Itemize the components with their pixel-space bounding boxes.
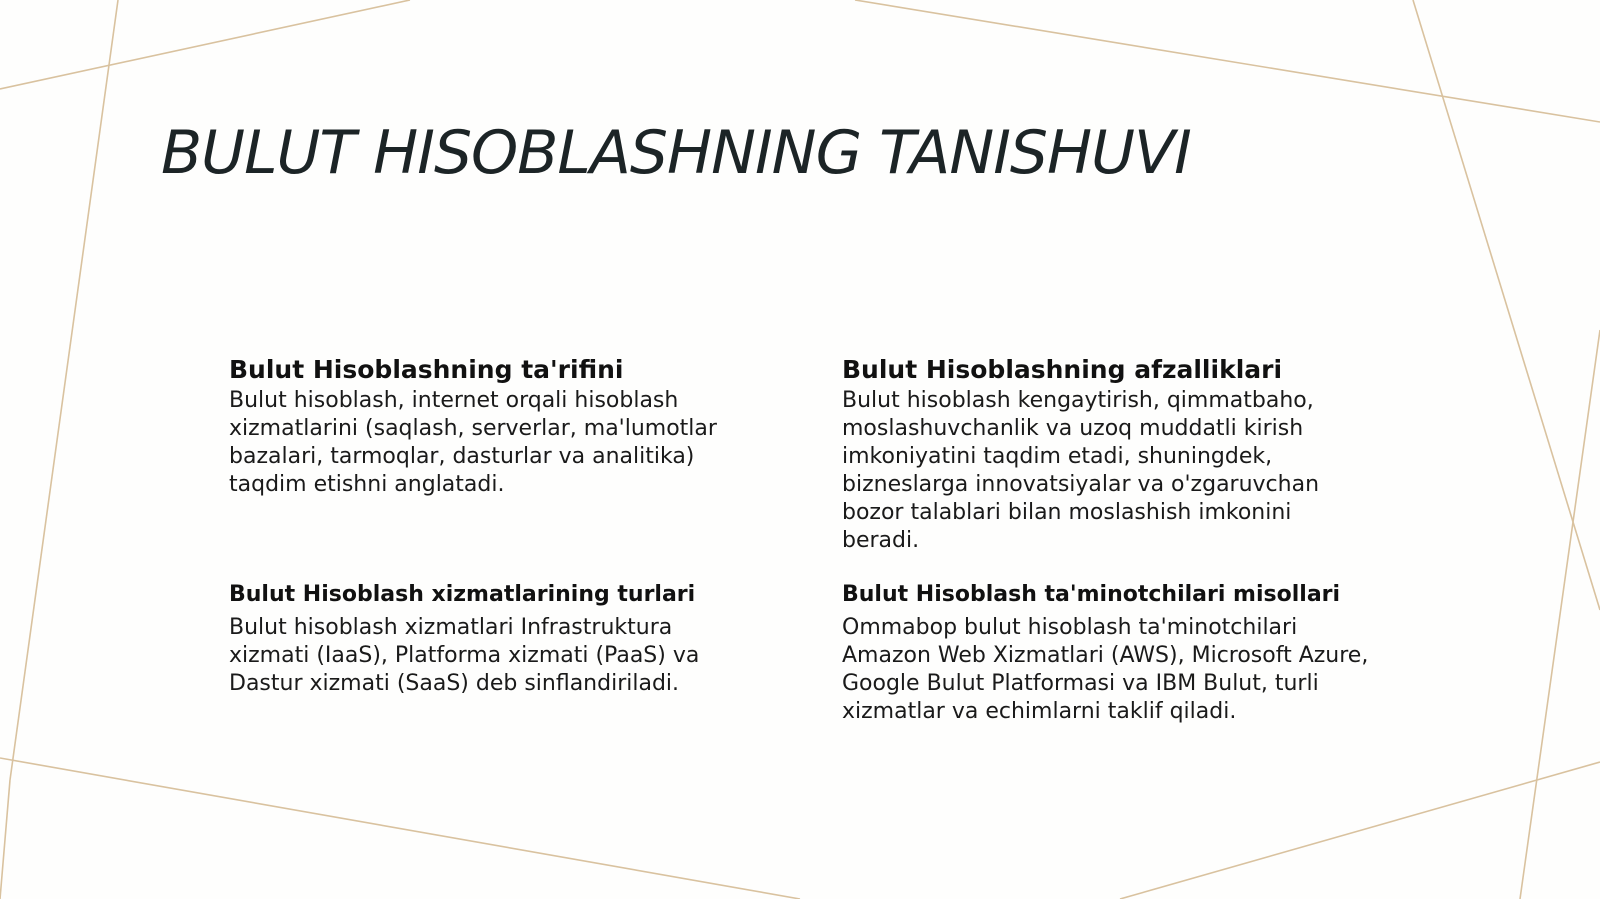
section-body: Bulut hisoblash kengaytirish, qimmatbaho, moslashuvchanlik va uzoq muddatli kirish imkoniyatini taqdim etadi, shuningdek, bizneslarga innovatsiyalar va o'zgaruvchan bozor talablari bilan moslashish imkonini beradi. xyxy=(842,388,1320,553)
deco-line xyxy=(1413,0,1600,610)
section-heading: Bulut Hisoblashning ta'rifini xyxy=(229,355,624,384)
deco-line xyxy=(0,758,800,899)
section-heading: Bulut Hisoblashning afzalliklari xyxy=(842,355,1283,384)
section-body: Bulut hisoblash xizmatlari Infrastruktura xizmati (IaaS), Platforma xizmati (PaaS) va Dastur xizmati (SaaS) deb sinflandiriladi. xyxy=(229,615,700,696)
deco-line xyxy=(10,0,118,780)
deco-line xyxy=(0,780,10,899)
section-body: Ommabop bulut hisoblash ta'minotchilari Amazon Web Xizmatlari (AWS), Microsoft Azure, Google Bulut Platformasi va IBM Bulut, turli xizmatlar va echimlarni taklif qiladi. xyxy=(842,615,1369,724)
section-service-types xyxy=(229,580,729,698)
slide-title: BULUT HISOBLASHNING TANISHUVI xyxy=(161,118,1191,188)
section-body: Bulut hisoblash, internet orqali hisoblash xizmatlarini (saqlash, serverlar, ma'lumotlar bazalari, tarmoqlar, dasturlar va analitika) taqdim etishni anglatadi. xyxy=(229,388,717,497)
section-provider-examples xyxy=(842,580,1382,726)
deco-line xyxy=(0,0,410,89)
deco-line xyxy=(1520,330,1600,899)
section-heading: Bulut Hisoblash ta'minotchilari misollari xyxy=(842,582,1341,607)
section-definition xyxy=(229,353,729,499)
section-advantages xyxy=(842,353,1342,555)
deco-line xyxy=(855,0,1600,122)
section-heading: Bulut Hisoblash xizmatlarining turlari xyxy=(229,582,696,607)
deco-line xyxy=(1120,762,1600,899)
